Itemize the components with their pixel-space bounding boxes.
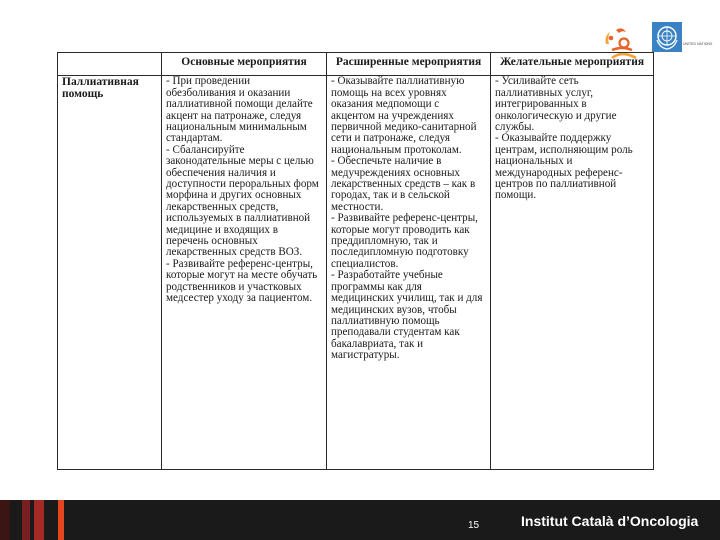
footer-stripe	[0, 500, 10, 540]
header-extended: Расширенные мероприятия	[327, 53, 491, 76]
table-header-row	[58, 53, 654, 76]
table-row	[58, 76, 654, 470]
un-caption: UNITED NATIONS	[683, 42, 713, 46]
footer-stripe	[22, 500, 30, 540]
row-label: Паллиативная помощь	[58, 76, 162, 470]
extended-measure-3: - Развивайте референс-центры, которые могут проводить как преддипломную, так и последипломную подготовку специалистов.	[331, 212, 478, 270]
header-basic: Основные мероприятия	[162, 53, 327, 76]
extended-measure-1: - Оказывайте паллиативную помощь на всех уровнях оказания медпомощи с акцентом на учреждениях первичной медико-санитарной сети и патронаже, следуя национальным протоколам.	[331, 75, 477, 156]
organization-name: Institut Català d’Oncologia	[521, 513, 699, 529]
measures-table	[57, 52, 654, 470]
page-number: 15	[468, 520, 480, 531]
extended-measure-2: - Обеспечьте наличие в медучреждениях основных лекарственных средств – как в городах, так и в сельской местности.	[331, 155, 476, 213]
footer-stripe	[58, 500, 64, 540]
desirable-measure-1: - Усиливайте сеть паллиативных услуг, интегрированных в онкологическую и другие службы.	[495, 75, 617, 133]
basic-measures-cell	[162, 76, 327, 470]
header-desirable: Желательные мероприятия	[491, 53, 654, 76]
extended-measure-4: - Разработайте учебные программы как для медицинских училищ, так и для медицинских вузов, чтобы паллиативную помощь преподавали студентам как бакалавриата, так и магистратуры.	[331, 269, 483, 362]
extended-measures-cell	[327, 76, 491, 470]
basic-measure-3: - Развивайте референс-центры, которые могут на месте обучать родственников и участковых медсестер уходу за пациентом.	[166, 257, 318, 305]
footer-stripe	[34, 500, 44, 540]
basic-measure-1: - При проведении обезболивания и оказании паллиативной помощи делайте акцент на патронаже, следуя национальным минимальным стандартам.	[166, 75, 313, 145]
desirable-measure-2: - Оказывайте поддержку центрам, исполняющим роль национальных и международных референс-центров по паллиативной помощи.	[495, 132, 633, 202]
desirable-measures-cell	[491, 76, 654, 470]
basic-measure-2: - Сбалансируйте законодательные меры с целью обеспечения наличия и доступности пероральных форм морфина и других основных лекарственных средств, используемых в паллиативной медицине и входящих в перечень основных лекарственных средств ВОЗ.	[166, 143, 319, 259]
un-emblem-icon	[652, 22, 682, 52]
header-empty	[58, 53, 162, 76]
